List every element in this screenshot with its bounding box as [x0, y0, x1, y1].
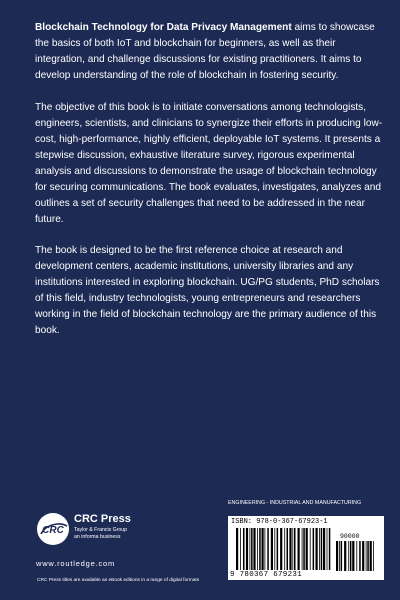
barcode-bar [250, 528, 251, 570]
barcode-bar [298, 528, 300, 570]
barcode-bar [243, 528, 245, 570]
barcode-bar [280, 528, 282, 570]
barcode-bar [251, 528, 253, 570]
publisher-url: www.routledge.com [36, 559, 116, 568]
barcode-bar [259, 528, 261, 570]
barcode-bar [310, 528, 311, 570]
book-title-lead: Blockchain Technology for Data Privacy Management [35, 22, 292, 33]
barcode-bar [367, 541, 369, 571]
barcode-bar [246, 528, 248, 570]
barcode-bar [271, 528, 273, 570]
barcode-bar [352, 541, 354, 571]
blurb-paragraph-3: The book is designed to be the first reference choice at research and development centers, academic institutions, university libraries and any institutions interested in exploring blockchain. UG/PG students, PhD scholars of this field, industry technologists, young entrepreneurs and researchers working in the field of blockchain technology are the primary audience of this book. [35, 245, 380, 336]
blurb-paragraph-1 [35, 20, 383, 84]
barcode-bar [348, 541, 349, 571]
barcode-bar [323, 528, 325, 570]
barcode-bar [366, 541, 367, 571]
barcode-bar [359, 541, 361, 571]
barcode-bar [350, 541, 352, 571]
barcode-bar [319, 528, 320, 570]
isbn-barcode [228, 516, 384, 580]
back-cover-blurb [35, 20, 383, 355]
barcode-bar [362, 541, 364, 571]
barcode-bar [284, 528, 285, 570]
barcode-bar [236, 528, 238, 570]
barcode-bar [302, 528, 303, 570]
barcode-bar [303, 528, 305, 570]
barcode-bar [277, 528, 279, 570]
barcode-bar [257, 528, 258, 570]
isbn-label: ISBN: 978-0-367-67923-1 [231, 518, 328, 526]
crc-logo-text: CRC [42, 525, 64, 536]
barcode-bar [287, 528, 289, 570]
price-code-label: 90000 [340, 533, 360, 540]
barcode-bar [294, 528, 296, 570]
publisher-group-name: Taylor & Francis Group [74, 527, 128, 533]
barcode-bar [341, 541, 343, 571]
barcode-bar [292, 528, 293, 570]
barcode-bar [321, 528, 323, 570]
barcode-bar [344, 541, 346, 571]
barcode-bar [336, 541, 338, 571]
barcode-bar [306, 528, 308, 570]
ebook-note: CRC Press titles are available as eBook editions in a range of digital formats [37, 578, 200, 583]
barcode-bar [265, 528, 266, 570]
publisher-name: CRC Press [74, 513, 131, 525]
barcode-addon-bars [336, 541, 376, 571]
barcode-bar [274, 528, 275, 570]
barcode-bar [253, 528, 255, 570]
barcode-bar [240, 528, 241, 570]
barcode-bar [313, 528, 315, 570]
barcode-bar [373, 541, 374, 571]
barcode-bar [262, 528, 264, 570]
barcode-bar [329, 528, 331, 570]
blurb-paragraph-2: The objective of this book is to initiate conversations among technologists, engineers, scientists, and clinicians to synergize their efforts in producing low-cost, high-performance, highly efficient, deployable IoT systems. It presents a stepwise discussion, exhaustive literature survey, rigorous experimental analysis and discussions to demonstrate the usage of blockchain technology for securing communications. The book evaluates, investigates, analyzes and outlines a set of security challenges that need to be addressed in the near future. [35, 102, 383, 225]
barcode-bar [339, 541, 340, 571]
barcode-bar [327, 528, 328, 570]
publisher-group [74, 527, 127, 540]
barcode-bar [356, 541, 357, 571]
subject-category: ENGINEERING - INDUSTRIAL AND MANUFACTURING [228, 500, 362, 506]
barcode-bar [267, 528, 269, 570]
blurb-paragraph-1-text: aims to showcase the basics of both IoT and blockchain for beginners, as well as their integration, and challenge discussions for existing practitioners. It aims to develop understanding of the role of blockchain in fostering security. [35, 22, 375, 81]
barcode-bars [236, 528, 332, 572]
ean-digits: 9 780367 679231 [230, 571, 303, 579]
crc-press-logo-icon [36, 512, 70, 546]
barcode-bar [289, 528, 291, 570]
barcode-bar [316, 528, 318, 570]
publisher-group-sub: an informa business [74, 533, 121, 540]
barcode-bar [370, 541, 372, 571]
